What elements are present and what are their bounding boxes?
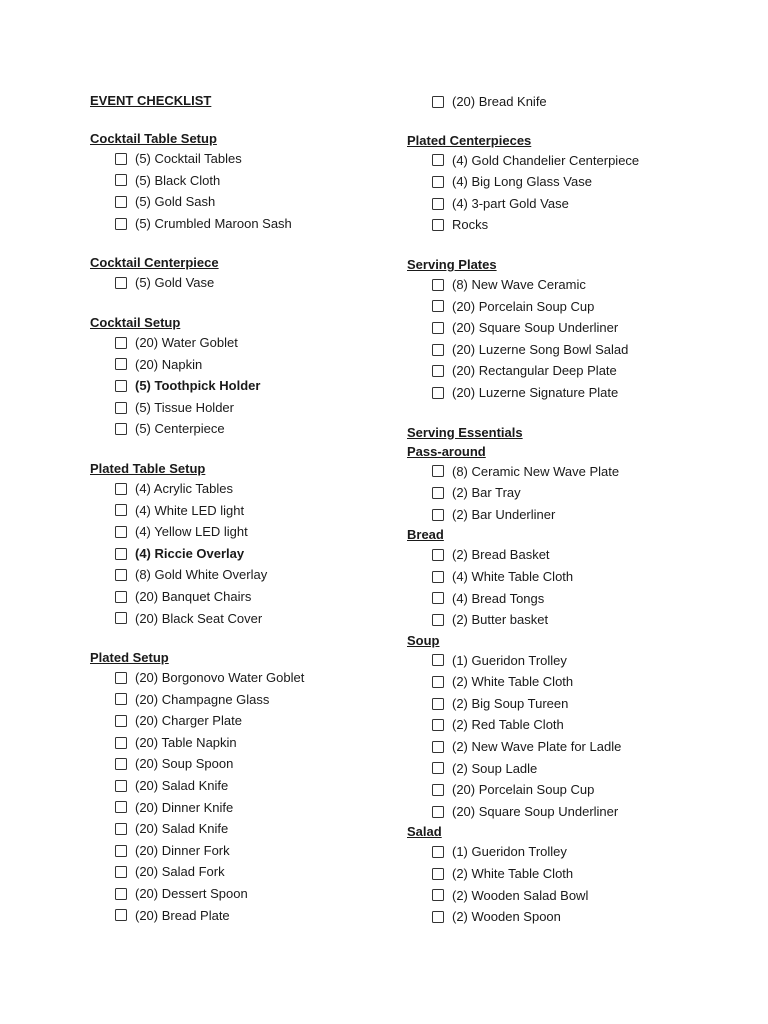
- checkbox-icon[interactable]: [115, 758, 127, 770]
- checkbox-icon[interactable]: [432, 176, 444, 188]
- checklist-item[interactable]: (20) Dinner Knife: [90, 797, 390, 819]
- checkbox-icon[interactable]: [432, 96, 444, 108]
- checklist-item[interactable]: (20) Bread Knife: [407, 91, 747, 113]
- checklist-item[interactable]: (2) Bar Tray: [407, 482, 747, 504]
- checkbox-icon[interactable]: [115, 380, 127, 392]
- checkbox-icon[interactable]: [115, 483, 127, 495]
- checkbox-icon[interactable]: [115, 801, 127, 813]
- checkbox-icon[interactable]: [432, 868, 444, 880]
- checklist-item[interactable]: (20) Soup Spoon: [90, 753, 390, 775]
- checklist-item[interactable]: (20) Salad Fork: [90, 861, 390, 883]
- checkbox-icon[interactable]: [432, 219, 444, 231]
- checkbox-icon[interactable]: [115, 780, 127, 792]
- checklist-item[interactable]: (2) Red Table Cloth: [407, 714, 747, 736]
- checklist-item[interactable]: (20) Water Goblet: [90, 332, 390, 354]
- checkbox-icon[interactable]: [432, 487, 444, 499]
- checkbox-icon[interactable]: [115, 196, 127, 208]
- checkbox-icon[interactable]: [115, 153, 127, 165]
- checkbox-icon[interactable]: [115, 866, 127, 878]
- checklist-item[interactable]: (5) Cocktail Tables: [90, 148, 390, 170]
- checklist-item[interactable]: (20) Porcelain Soup Cup: [407, 779, 747, 801]
- checklist-item[interactable]: (2) Wooden Spoon: [407, 906, 747, 928]
- checkbox-icon[interactable]: [432, 741, 444, 753]
- checkbox-icon[interactable]: [115, 845, 127, 857]
- checklist-item[interactable]: (5) Centerpiece: [90, 418, 390, 440]
- checkbox-icon[interactable]: [432, 344, 444, 356]
- checklist-item[interactable]: (4) Acrylic Tables: [90, 478, 390, 500]
- checklist-item[interactable]: (20) Square Soup Underliner: [407, 801, 747, 823]
- checklist-item[interactable]: (2) New Wave Plate for Ladle: [407, 736, 747, 758]
- checklist-item[interactable]: (8) Ceramic New Wave Plate: [407, 461, 747, 483]
- checkbox-icon[interactable]: [115, 737, 127, 749]
- checklist-item[interactable]: (20) Charger Plate: [90, 710, 390, 732]
- checklist-item[interactable]: (2) Butter basket: [407, 609, 747, 631]
- checklist-item[interactable]: (20) Table Napkin: [90, 732, 390, 754]
- checkbox-icon[interactable]: [115, 548, 127, 560]
- checklist-item[interactable]: (5) Gold Sash: [90, 191, 390, 213]
- checkbox-icon[interactable]: [432, 614, 444, 626]
- checkbox-icon[interactable]: [432, 889, 444, 901]
- left-column: [90, 91, 390, 926]
- checkbox-icon[interactable]: [432, 154, 444, 166]
- checkbox-icon[interactable]: [432, 571, 444, 583]
- checklist-item[interactable]: (5) Tissue Holder: [90, 397, 390, 419]
- checkbox-icon[interactable]: [432, 300, 444, 312]
- checklist-item[interactable]: (20) Dessert Spoon: [90, 883, 390, 905]
- checklist-item[interactable]: (20) Borgonovo Water Goblet: [90, 667, 390, 689]
- checklist-item[interactable]: (4) Bread Tongs: [407, 588, 747, 610]
- section-heading-plated-table-setup: Plated Table Setup: [90, 460, 206, 476]
- checklist-item[interactable]: (4) White LED light: [90, 500, 390, 522]
- checklist-item[interactable]: (2) Soup Ladle: [407, 758, 747, 780]
- checkbox-icon[interactable]: [115, 672, 127, 684]
- section-heading-serving-essentials: Serving Essentials: [407, 424, 523, 440]
- checkbox-icon[interactable]: [432, 762, 444, 774]
- checklist-item[interactable]: (20) Dinner Fork: [90, 840, 390, 862]
- subheading-bread: Bread: [407, 527, 444, 543]
- checkbox-icon[interactable]: [115, 174, 127, 186]
- checkbox-icon[interactable]: [115, 909, 127, 921]
- checklist-item[interactable]: (20) Napkin: [90, 354, 390, 376]
- checkbox-icon[interactable]: [115, 402, 127, 414]
- checklist-item[interactable]: (2) Bread Basket: [407, 544, 747, 566]
- checkbox-icon[interactable]: [432, 698, 444, 710]
- checkbox-icon[interactable]: [432, 198, 444, 210]
- checklist-item[interactable]: (20) Luzerne Signature Plate: [407, 382, 747, 404]
- checklist-item[interactable]: (4) Gold Chandelier Centerpiece: [407, 150, 747, 172]
- checkbox-icon[interactable]: [432, 784, 444, 796]
- subheading-soup: Soup: [407, 632, 440, 648]
- checkbox-icon[interactable]: [115, 888, 127, 900]
- section-heading-serving-plates: Serving Plates: [407, 256, 497, 272]
- checklist-item[interactable]: (2) White Table Cloth: [407, 671, 747, 693]
- checkbox-icon[interactable]: [432, 654, 444, 666]
- section-heading-cocktail-centerpiece: Cocktail Centerpiece: [90, 255, 219, 271]
- checklist-item[interactable]: (1) Gueridon Trolley: [407, 650, 747, 672]
- checklist-item[interactable]: (4) Riccie Overlay: [90, 543, 390, 565]
- checklist-item[interactable]: (20) Champagne Glass: [90, 689, 390, 711]
- checklist-item[interactable]: (5) Crumbled Maroon Sash: [90, 213, 390, 235]
- checklist-item[interactable]: (5) Gold Vase: [90, 272, 390, 294]
- checklist-item[interactable]: (5) Toothpick Holder: [90, 375, 390, 397]
- checkbox-icon[interactable]: [115, 218, 127, 230]
- checklist-item[interactable]: (4) Yellow LED light: [90, 521, 390, 543]
- checkbox-icon[interactable]: [432, 911, 444, 923]
- document-title: EVENT CHECKLIST: [90, 93, 212, 108]
- checkbox-icon[interactable]: [115, 591, 127, 603]
- checklist-item[interactable]: (2) White Table Cloth: [407, 863, 747, 885]
- checkbox-icon[interactable]: [432, 592, 444, 604]
- checklist-item[interactable]: (20) Banquet Chairs: [90, 586, 390, 608]
- section-heading-plated-centerpieces: Plated Centerpieces: [407, 132, 532, 148]
- section-heading-cocktail-table-setup: Cocktail Table Setup: [90, 131, 217, 146]
- checkbox-icon[interactable]: [115, 423, 127, 435]
- checkbox-icon[interactable]: [432, 322, 444, 334]
- checkbox-icon[interactable]: [115, 337, 127, 349]
- checklist-item[interactable]: (8) Gold White Overlay: [90, 564, 390, 586]
- checkbox-icon[interactable]: [432, 806, 444, 818]
- checklist-item[interactable]: (5) Black Cloth: [90, 170, 390, 192]
- checklist-item[interactable]: (20) Luzerne Song Bowl Salad: [407, 339, 747, 361]
- checkbox-icon[interactable]: [432, 676, 444, 688]
- checkbox-icon[interactable]: [432, 719, 444, 731]
- checkbox-icon[interactable]: [115, 823, 127, 835]
- checklist-item[interactable]: (20) Salad Knife: [90, 775, 390, 797]
- checklist-item[interactable]: Rocks: [407, 214, 747, 236]
- section-heading-plated-setup: Plated Setup: [90, 650, 169, 666]
- checkbox-icon[interactable]: [115, 504, 127, 516]
- checklist-item[interactable]: (20) Rectangular Deep Plate: [407, 360, 747, 382]
- checkbox-icon[interactable]: [432, 279, 444, 291]
- checkbox-icon[interactable]: [432, 365, 444, 377]
- checklist-item[interactable]: (2) Big Soup Tureen: [407, 693, 747, 715]
- checkbox-icon[interactable]: [432, 387, 444, 399]
- checklist-item[interactable]: (20) Black Seat Cover: [90, 608, 390, 630]
- checklist-item[interactable]: (20) Square Soup Underliner: [407, 317, 747, 339]
- right-column: [407, 91, 747, 928]
- checklist-item[interactable]: (8) New Wave Ceramic: [407, 274, 747, 296]
- subheading-pass-around: Pass-around: [407, 443, 486, 459]
- checkbox-icon[interactable]: [115, 569, 127, 581]
- checklist-item[interactable]: (4) Big Long Glass Vase: [407, 171, 747, 193]
- checklist-item[interactable]: (20) Salad Knife: [90, 818, 390, 840]
- checkbox-icon[interactable]: [115, 277, 127, 289]
- checkbox-icon[interactable]: [115, 612, 127, 624]
- checklist-item[interactable]: (2) Wooden Salad Bowl: [407, 885, 747, 907]
- checklist-item[interactable]: (4) White Table Cloth: [407, 566, 747, 588]
- section-heading-cocktail-setup: Cocktail Setup: [90, 314, 181, 330]
- checklist-item[interactable]: (1) Gueridon Trolley: [407, 841, 747, 863]
- checkbox-icon[interactable]: [432, 465, 444, 477]
- checkbox-icon[interactable]: [432, 549, 444, 561]
- checkbox-icon[interactable]: [432, 509, 444, 521]
- checkbox-icon[interactable]: [115, 715, 127, 727]
- checkbox-icon[interactable]: [432, 846, 444, 858]
- checkbox-icon[interactable]: [115, 693, 127, 705]
- checkbox-icon[interactable]: [115, 526, 127, 538]
- checklist-item[interactable]: (20) Bread Plate: [90, 905, 390, 927]
- checkbox-icon[interactable]: [115, 358, 127, 370]
- checklist-item[interactable]: (4) 3-part Gold Vase: [407, 193, 747, 215]
- checklist-item[interactable]: (2) Bar Underliner: [407, 504, 747, 526]
- subheading-salad: Salad: [407, 824, 442, 840]
- checklist-item[interactable]: (20) Porcelain Soup Cup: [407, 296, 747, 318]
